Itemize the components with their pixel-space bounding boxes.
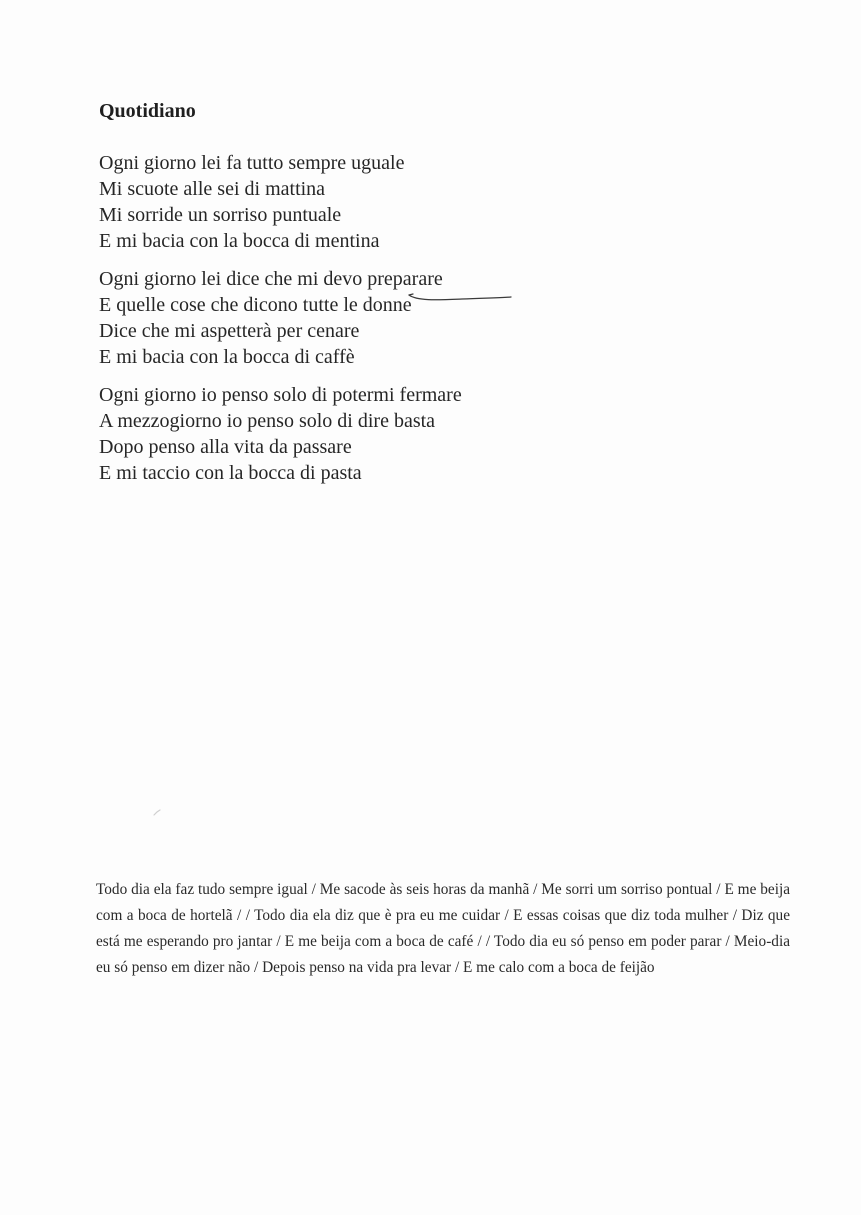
paper-speck: [152, 809, 162, 817]
poem-line: E quelle cose che dicono tutte le donne: [99, 294, 412, 316]
portuguese-translation: Todo dia ela faz tudo sempre igual / Me sacode às seis horas da manhã / Me sorri um sorriso pontual / E me beija com a boca de hortelã / / Todo dia ela diz que è pra eu me cuidar / E essas coisas que diz toda mulher / Diz que está me esperando pro jantar / E me beija com a boca de café / / Todo dia eu só penso em poder parar / Meio-dia eu só penso em dizer não / Depois penso na vida pra levar / E me calo com a boca de feijão: [96, 881, 790, 977]
poem-body: [99, 150, 759, 498]
poem-line: Mi scuote alle sei di mattina: [99, 178, 326, 200]
poem-line: E mi taccio con la bocca di pasta: [99, 462, 362, 484]
stanza-3: [99, 382, 759, 486]
stanza-2: [99, 266, 759, 370]
poem-line: E mi bacia con la bocca di mentina: [99, 230, 380, 252]
poem-line: A mezzogiorno io penso solo di dire basta: [99, 410, 436, 432]
poem-line: E mi bacia con la bocca di caffè: [99, 346, 355, 368]
poem-line: Ogni giorno lei fa tutto sempre uguale: [99, 152, 405, 174]
poem-line: Mi sorride un sorriso puntuale: [99, 204, 342, 226]
poem-line: Dopo penso alla vita da passare: [99, 436, 352, 458]
poem-title: Quotidiano: [99, 100, 196, 122]
stanza-1: [99, 150, 759, 254]
poem-line: Ogni giorno lei dice che mi devo preparare: [99, 268, 443, 290]
poem-line: Dice che mi aspetterà per cenare: [99, 320, 360, 342]
poem-line: Ogni giorno io penso solo di potermi fermare: [99, 384, 462, 406]
